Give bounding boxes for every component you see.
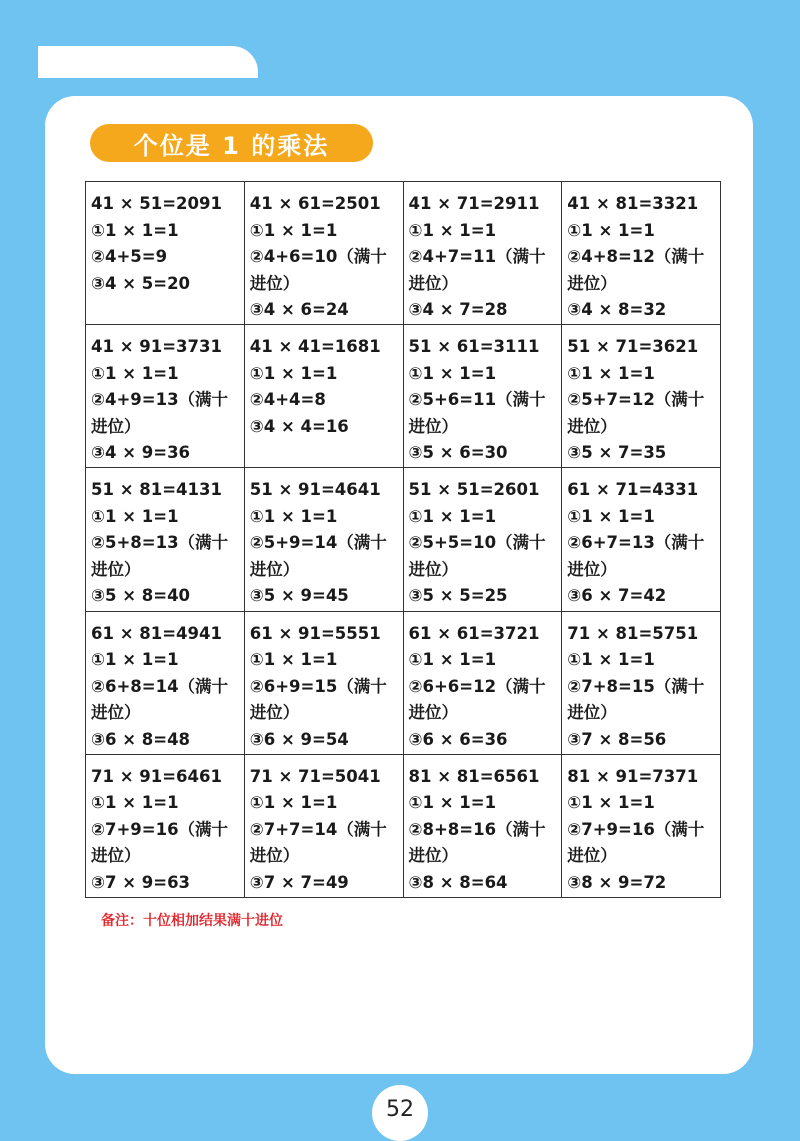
step2-text: ②5+6=11（满十进位） xyxy=(408,390,546,436)
table-row xyxy=(86,611,721,754)
equation-text: 51 × 91=4641 xyxy=(249,480,381,500)
step2-text: ②5+8=13（满十进位） xyxy=(91,533,229,579)
table-cell xyxy=(562,468,721,611)
equation-text: 71 × 91=6461 xyxy=(91,766,222,786)
equation-text: 41 × 91=3731 xyxy=(91,337,222,357)
step2-text: ②5+9=14（满十进位） xyxy=(249,533,387,579)
table-cell xyxy=(403,468,562,611)
table-cell xyxy=(86,754,245,897)
step3-text: ③5 × 5=25 xyxy=(408,586,508,606)
step1-text: ①1 × 1=1 xyxy=(567,363,655,383)
page-number: 52 xyxy=(372,1085,428,1141)
step3-text: ③4 × 6=24 xyxy=(249,300,349,319)
table-cell xyxy=(86,611,245,754)
table-cell xyxy=(403,611,562,754)
equation-text: 41 × 41=1681 xyxy=(249,337,381,357)
step2-text: ②6+7=13（满十进位） xyxy=(567,533,705,579)
table-cell xyxy=(86,468,245,611)
step3-text: ③6 × 6=36 xyxy=(408,729,508,749)
step2-text: ②4+6=10（满十进位） xyxy=(249,247,387,293)
step2-text: ②7+7=14（满十进位） xyxy=(249,819,387,866)
table-cell xyxy=(403,325,562,468)
step2-text: ②4+4=8 xyxy=(249,390,326,410)
table-cell xyxy=(562,611,721,754)
step2-text: ②7+9=16（满十进位） xyxy=(91,819,229,866)
equation-text: 61 × 81=4941 xyxy=(91,623,222,643)
step1-text: ①1 × 1=1 xyxy=(91,650,179,670)
step3-text: ③6 × 9=54 xyxy=(249,729,349,749)
equation-text: 51 × 81=4131 xyxy=(91,480,222,500)
step1-text: ①1 × 1=1 xyxy=(567,793,655,813)
equation-text: 71 × 71=5041 xyxy=(249,766,381,786)
step3-text: ③5 × 6=30 xyxy=(408,443,508,463)
table-cell xyxy=(244,468,403,611)
equation-text: 51 × 71=3621 xyxy=(567,337,699,357)
equation-text: 41 × 71=2911 xyxy=(408,194,540,213)
step1-text: ①1 × 1=1 xyxy=(91,506,179,526)
step3-text: ③4 × 9=36 xyxy=(91,443,191,463)
step2-text: ②7+8=15（满十进位） xyxy=(567,676,705,723)
table-row xyxy=(86,182,721,325)
table-cell xyxy=(403,754,562,897)
table-cell xyxy=(86,182,245,325)
equation-text: 81 × 81=6561 xyxy=(408,766,540,786)
step3-text: ③4 × 5=20 xyxy=(91,273,191,293)
step3-text: ③4 × 7=28 xyxy=(408,300,508,319)
table-cell xyxy=(86,325,245,468)
step1-text: ①1 × 1=1 xyxy=(567,506,655,526)
step2-text: ②4+9=13（满十进位） xyxy=(91,390,229,436)
multiplication-table xyxy=(85,181,721,898)
step3-text: ③8 × 8=64 xyxy=(408,872,508,892)
step1-text: ①1 × 1=1 xyxy=(408,650,497,670)
step1-text: ①1 × 1=1 xyxy=(249,363,338,383)
step1-text: ①1 × 1=1 xyxy=(567,650,655,670)
table-cell xyxy=(244,611,403,754)
step3-text: ③8 × 9=72 xyxy=(567,872,667,892)
table-cell xyxy=(244,325,403,468)
step3-text: ③7 × 8=56 xyxy=(567,729,667,749)
table-row xyxy=(86,754,721,897)
step1-text: ①1 × 1=1 xyxy=(91,363,179,383)
step3-text: ③5 × 8=40 xyxy=(91,586,191,606)
step3-text: ③4 × 4=16 xyxy=(249,416,349,436)
step1-text: ①1 × 1=1 xyxy=(249,220,338,240)
step1-text: ①1 × 1=1 xyxy=(408,220,497,240)
table-cell xyxy=(244,182,403,325)
table-cell xyxy=(403,182,562,325)
equation-text: 61 × 71=4331 xyxy=(567,480,699,500)
equation-text: 41 × 51=2091 xyxy=(91,194,222,213)
step3-text: ③7 × 9=63 xyxy=(91,872,191,892)
step3-text: ③4 × 8=32 xyxy=(567,300,667,319)
step3-text: ③5 × 9=45 xyxy=(249,586,349,606)
step1-text: ①1 × 1=1 xyxy=(408,363,497,383)
table-row xyxy=(86,468,721,611)
step1-text: ①1 × 1=1 xyxy=(91,793,179,813)
equation-text: 51 × 61=3111 xyxy=(408,337,540,357)
page-title: 个位是 1 的乘法 xyxy=(90,124,373,162)
table-cell xyxy=(562,754,721,897)
step2-text: ②8+8=16（满十进位） xyxy=(408,819,546,866)
step2-text: ②5+7=12（满十进位） xyxy=(567,390,705,436)
step3-text: ③5 × 7=35 xyxy=(567,443,667,463)
equation-text: 51 × 51=2601 xyxy=(408,480,540,500)
step3-text: ③7 × 7=49 xyxy=(249,872,349,892)
step2-text: ②6+9=15（满十进位） xyxy=(249,676,387,723)
equation-text: 41 × 81=3321 xyxy=(567,194,699,213)
step2-text: ②6+6=12（满十进位） xyxy=(408,676,546,723)
step1-text: ①1 × 1=1 xyxy=(91,220,179,240)
table-cell xyxy=(244,754,403,897)
step2-text: ②5+5=10（满十进位） xyxy=(408,533,546,579)
step1-text: ①1 × 1=1 xyxy=(408,506,497,526)
step3-text: ③6 × 8=48 xyxy=(91,729,191,749)
footnote: 备注：十位相加结果满十进位 xyxy=(101,913,283,929)
equation-text: 61 × 61=3721 xyxy=(408,623,540,643)
equation-text: 81 × 91=7371 xyxy=(567,766,699,786)
table-cell xyxy=(562,325,721,468)
equation-text: 61 × 91=5551 xyxy=(249,623,381,643)
step1-text: ①1 × 1=1 xyxy=(408,793,497,813)
table-row xyxy=(86,325,721,468)
step2-text: ②7+9=16（满十进位） xyxy=(567,819,705,866)
step2-text: ②4+8=12（满十进位） xyxy=(567,247,705,293)
step1-text: ①1 × 1=1 xyxy=(249,506,338,526)
equation-text: 71 × 81=5751 xyxy=(567,623,699,643)
step2-text: ②4+7=11（满十进位） xyxy=(408,247,546,293)
step1-text: ①1 × 1=1 xyxy=(249,650,338,670)
equation-text: 41 × 61=2501 xyxy=(249,194,381,213)
step1-text: ①1 × 1=1 xyxy=(567,220,655,240)
step2-text: ②4+5=9 xyxy=(91,247,168,266)
table-cell xyxy=(562,182,721,325)
step3-text: ③6 × 7=42 xyxy=(567,586,667,606)
top-tab-decoration xyxy=(38,46,258,78)
step1-text: ①1 × 1=1 xyxy=(249,793,338,813)
step2-text: ②6+8=14（满十进位） xyxy=(91,676,229,723)
